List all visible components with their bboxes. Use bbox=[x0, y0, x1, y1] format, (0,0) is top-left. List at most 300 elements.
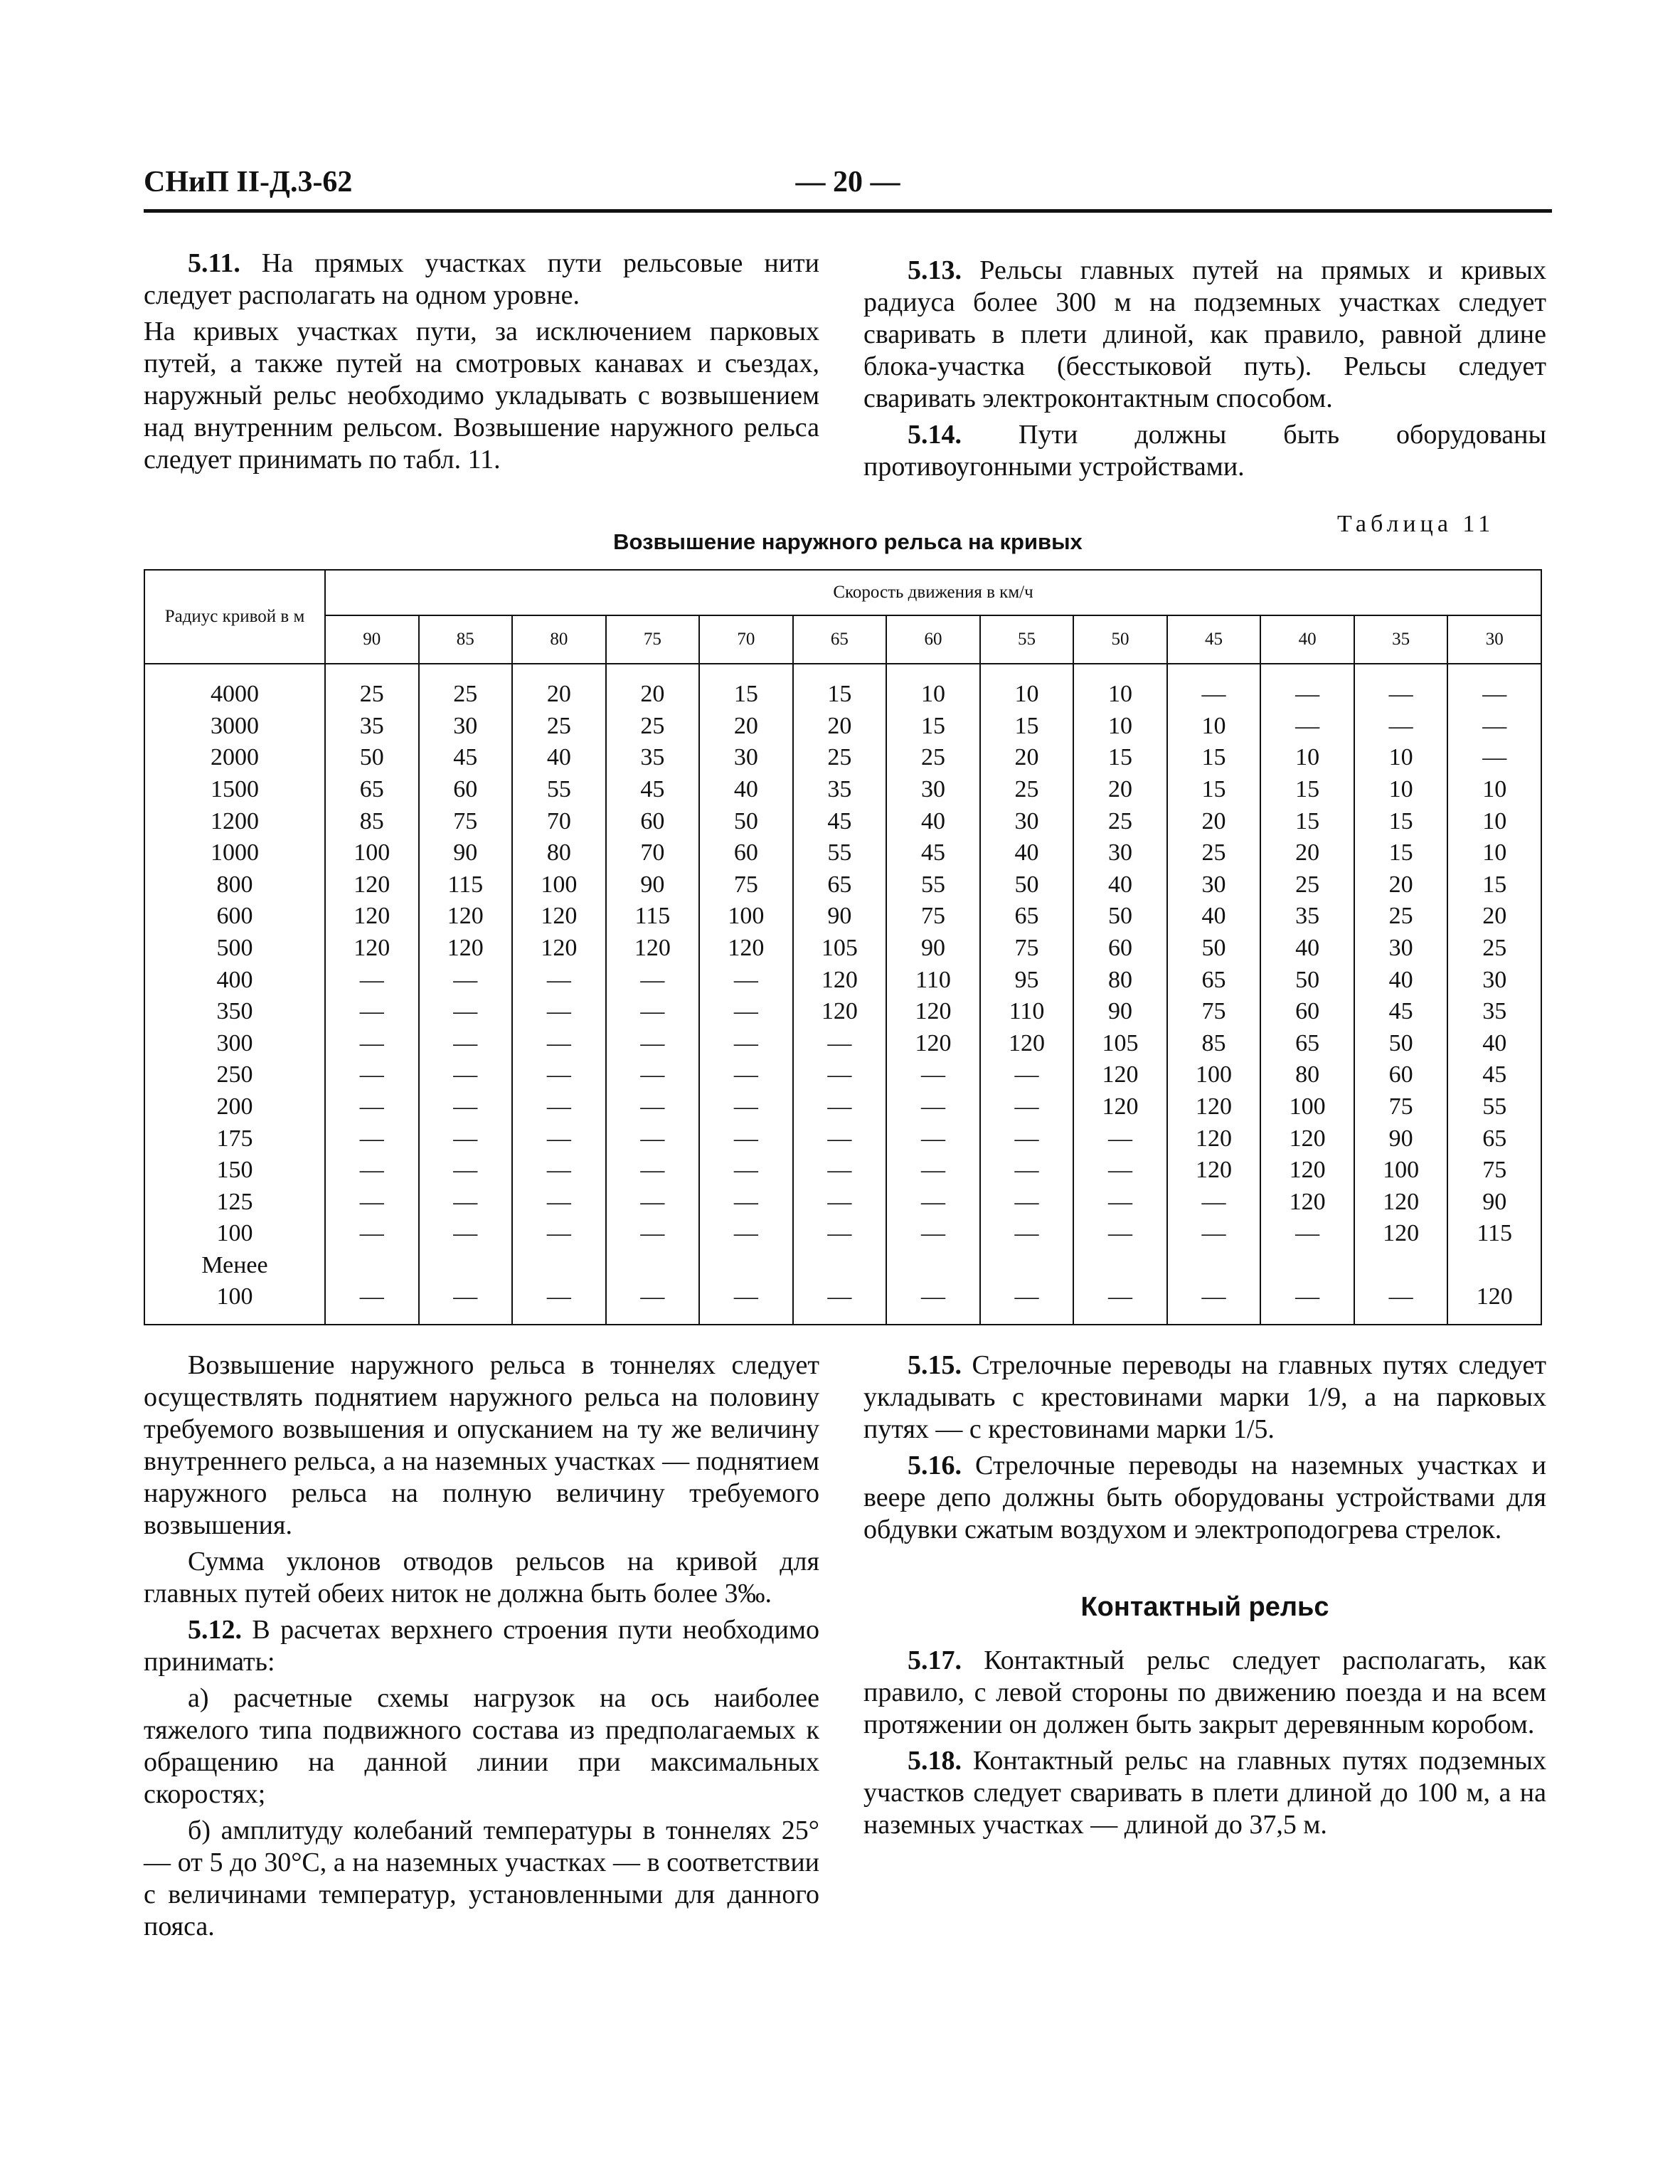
value-cell: — bbox=[512, 964, 606, 996]
value-cell: 15 bbox=[699, 664, 793, 711]
table-row bbox=[144, 742, 1541, 774]
empty-cell bbox=[1447, 1250, 1541, 1281]
table-title: Возвышение наружного рельса на кривых bbox=[613, 529, 1083, 554]
value-cell: 75 bbox=[699, 869, 793, 901]
value-cell: — bbox=[793, 1218, 887, 1250]
speed-header-cell: 80 bbox=[512, 615, 606, 664]
value-cell: 55 bbox=[793, 837, 887, 869]
value-cell: 55 bbox=[886, 869, 980, 901]
value-cell: — bbox=[886, 1218, 980, 1250]
radius-cell: 500 bbox=[144, 933, 325, 965]
value-cell: 15 bbox=[1260, 805, 1354, 837]
value-cell: — bbox=[699, 964, 793, 996]
value-cell: — bbox=[419, 996, 513, 1028]
value-cell: 30 bbox=[1354, 933, 1448, 965]
radius-cell: 1500 bbox=[144, 774, 325, 806]
value-cell: — bbox=[512, 1059, 606, 1091]
value-cell: 55 bbox=[512, 774, 606, 806]
radius-cell: 4000 bbox=[144, 664, 325, 711]
value-cell: 25 bbox=[1260, 869, 1354, 901]
value-cell: — bbox=[606, 1218, 700, 1250]
value-cell: 25 bbox=[1447, 933, 1541, 965]
value-cell: 25 bbox=[1073, 805, 1167, 837]
table-row bbox=[144, 1187, 1541, 1219]
value-cell: 120 bbox=[1354, 1218, 1448, 1250]
value-cell: 40 bbox=[1354, 964, 1448, 996]
value-cell: 15 bbox=[980, 711, 1074, 743]
value-cell: 50 bbox=[1354, 1028, 1448, 1060]
value-cell: 55 bbox=[1447, 1091, 1541, 1123]
paragraph: Возвышение наружного рельса в тоннелях следует осуществлять поднятием наружного рельса на половину требуемого возвышения и опусканием на ту же величину внутреннего рельса, а на наземных участках — поднятием наружного рельса на полную величину требуемого возвышения. bbox=[144, 1350, 819, 1540]
value-cell: 35 bbox=[325, 711, 419, 743]
value-cell: 100 bbox=[1260, 1091, 1354, 1123]
value-cell: 45 bbox=[1354, 996, 1448, 1028]
value-cell: 45 bbox=[1447, 1059, 1541, 1091]
value-cell: — bbox=[606, 964, 700, 996]
table-row bbox=[144, 1123, 1541, 1155]
paragraph: б) амплитуду колебаний температуры в тоннелях 25° — от 5 до 30°С, а на наземных участках — в соответствии с величинами температур, установленными для данного пояса. bbox=[144, 1815, 819, 1941]
value-cell: — bbox=[980, 1281, 1074, 1325]
value-cell: 40 bbox=[1447, 1028, 1541, 1060]
speed-header-cell: 70 bbox=[699, 615, 793, 664]
radius-cell: Менее bbox=[144, 1250, 325, 1281]
value-cell: 10 bbox=[1073, 711, 1167, 743]
value-cell: 20 bbox=[1354, 869, 1448, 901]
value-cell: — bbox=[1073, 1187, 1167, 1219]
value-cell: 60 bbox=[699, 837, 793, 869]
value-cell: — bbox=[512, 1187, 606, 1219]
value-cell: 30 bbox=[419, 711, 513, 743]
table-row bbox=[144, 901, 1541, 933]
value-cell: — bbox=[1167, 1218, 1261, 1250]
document-code: СНиП II-Д.3-62 bbox=[144, 166, 353, 198]
value-cell: 115 bbox=[606, 901, 700, 933]
value-cell: — bbox=[699, 996, 793, 1028]
empty-cell bbox=[1073, 1250, 1167, 1281]
value-cell: 15 bbox=[1260, 774, 1354, 806]
value-cell: 120 bbox=[1447, 1281, 1541, 1325]
value-cell: 90 bbox=[793, 901, 887, 933]
empty-cell bbox=[980, 1250, 1074, 1281]
value-cell: 50 bbox=[325, 742, 419, 774]
table-row bbox=[144, 933, 1541, 965]
table-row bbox=[144, 711, 1541, 743]
speed-header-cell: 45 bbox=[1167, 615, 1261, 664]
right-column-top bbox=[863, 255, 1546, 483]
value-cell: 25 bbox=[980, 774, 1074, 806]
value-cell: — bbox=[1167, 1187, 1261, 1219]
empty-cell bbox=[699, 1250, 793, 1281]
value-cell: — bbox=[419, 1123, 513, 1155]
value-cell: 105 bbox=[1073, 1028, 1167, 1060]
left-column-bottom bbox=[144, 1350, 819, 1943]
value-cell: 20 bbox=[1447, 901, 1541, 933]
value-cell: — bbox=[512, 1281, 606, 1325]
value-cell: — bbox=[980, 1218, 1074, 1250]
table-row bbox=[144, 664, 1541, 711]
value-cell: — bbox=[512, 1155, 606, 1187]
value-cell: — bbox=[606, 1028, 700, 1060]
value-cell: 110 bbox=[886, 964, 980, 996]
value-cell: — bbox=[606, 1091, 700, 1123]
value-cell: 120 bbox=[1073, 1091, 1167, 1123]
value-cell: 80 bbox=[512, 837, 606, 869]
paragraph: а) расчетные схемы нагрузок на ось наиболее тяжелого типа подвижного состава из предполагаемых к обращению на данной линии при максимальных скоростях; bbox=[144, 1683, 819, 1809]
value-cell: 120 bbox=[419, 933, 513, 965]
value-cell: — bbox=[980, 1091, 1074, 1123]
value-cell: 15 bbox=[1073, 742, 1167, 774]
value-cell: 25 bbox=[419, 664, 513, 711]
value-cell: 120 bbox=[1167, 1091, 1261, 1123]
value-cell: — bbox=[1073, 1155, 1167, 1187]
value-cell: 120 bbox=[325, 933, 419, 965]
radius-cell: 250 bbox=[144, 1059, 325, 1091]
value-cell: 20 bbox=[512, 664, 606, 711]
value-cell: 40 bbox=[1167, 901, 1261, 933]
value-cell: 40 bbox=[1260, 933, 1354, 965]
value-cell: 110 bbox=[980, 996, 1074, 1028]
value-cell: — bbox=[1073, 1281, 1167, 1325]
value-cell: 20 bbox=[1167, 805, 1261, 837]
empty-cell bbox=[1260, 1250, 1354, 1281]
speed-header: Скорость движения в км/ч bbox=[325, 570, 1541, 615]
value-cell: — bbox=[512, 1028, 606, 1060]
value-cell: 120 bbox=[1167, 1155, 1261, 1187]
value-cell: 120 bbox=[699, 933, 793, 965]
radius-cell: 125 bbox=[144, 1187, 325, 1219]
speed-header-cell: 35 bbox=[1354, 615, 1448, 664]
value-cell: — bbox=[886, 1155, 980, 1187]
value-cell: 15 bbox=[1167, 742, 1261, 774]
value-cell: 65 bbox=[793, 869, 887, 901]
value-cell: 50 bbox=[980, 869, 1074, 901]
value-cell: 65 bbox=[1167, 964, 1261, 996]
value-cell: 10 bbox=[1354, 742, 1448, 774]
radius-cell: 1200 bbox=[144, 805, 325, 837]
value-cell: — bbox=[419, 1091, 513, 1123]
value-cell: 60 bbox=[1260, 996, 1354, 1028]
table-row bbox=[144, 996, 1541, 1028]
value-cell: — bbox=[325, 1091, 419, 1123]
value-cell: 65 bbox=[325, 774, 419, 806]
table-row bbox=[144, 774, 1541, 806]
value-cell: 25 bbox=[1167, 837, 1261, 869]
table-row bbox=[144, 1218, 1541, 1250]
value-cell: — bbox=[793, 1059, 887, 1091]
value-cell: 40 bbox=[699, 774, 793, 806]
value-cell: — bbox=[419, 964, 513, 996]
value-cell: — bbox=[980, 1123, 1074, 1155]
value-cell: 30 bbox=[886, 774, 980, 806]
value-cell: 30 bbox=[1447, 964, 1541, 996]
value-cell: 25 bbox=[512, 711, 606, 743]
table-body bbox=[144, 664, 1541, 1325]
table-row bbox=[144, 837, 1541, 869]
value-cell: — bbox=[886, 1059, 980, 1091]
value-cell: — bbox=[1260, 711, 1354, 743]
value-cell: 120 bbox=[512, 933, 606, 965]
value-cell: 60 bbox=[1073, 933, 1167, 965]
value-cell: — bbox=[699, 1091, 793, 1123]
value-cell: — bbox=[793, 1187, 887, 1219]
value-cell: — bbox=[512, 1218, 606, 1250]
paragraph: 5.13. Рельсы главных путей на прямых и кривых радиуса более 300 м на подземных участках следует сваривать в плети длиной, как правило, равной длине блока-участка (бесстыковой путь). Рельсы следует сваривать электроконтактным способом. bbox=[863, 255, 1546, 413]
value-cell: 120 bbox=[1354, 1187, 1448, 1219]
value-cell: 45 bbox=[419, 742, 513, 774]
empty-cell bbox=[512, 1250, 606, 1281]
value-cell: — bbox=[606, 996, 700, 1028]
value-cell: — bbox=[793, 1028, 887, 1060]
speed-header-cell: 40 bbox=[1260, 615, 1354, 664]
value-cell: 95 bbox=[980, 964, 1074, 996]
value-cell: 10 bbox=[1073, 664, 1167, 711]
value-cell: — bbox=[419, 1281, 513, 1325]
value-cell: 60 bbox=[606, 805, 700, 837]
value-cell: 115 bbox=[419, 869, 513, 901]
value-cell: — bbox=[325, 1123, 419, 1155]
empty-cell bbox=[419, 1250, 513, 1281]
value-cell: 10 bbox=[1447, 837, 1541, 869]
value-cell: 10 bbox=[886, 664, 980, 711]
table-label: Таблица 11 bbox=[1337, 511, 1495, 537]
radius-cell: 350 bbox=[144, 996, 325, 1028]
value-cell: — bbox=[793, 1091, 887, 1123]
value-cell: 70 bbox=[606, 837, 700, 869]
radius-cell: 600 bbox=[144, 901, 325, 933]
value-cell: 10 bbox=[1167, 711, 1261, 743]
value-cell: — bbox=[1354, 664, 1448, 711]
value-cell: — bbox=[419, 1059, 513, 1091]
value-cell: — bbox=[980, 1155, 1074, 1187]
speed-header-cell: 65 bbox=[793, 615, 887, 664]
value-cell: 80 bbox=[1073, 964, 1167, 996]
value-cell: 100 bbox=[699, 901, 793, 933]
value-cell: 120 bbox=[980, 1028, 1074, 1060]
value-cell: 75 bbox=[886, 901, 980, 933]
value-cell: 35 bbox=[1260, 901, 1354, 933]
table-row bbox=[144, 1059, 1541, 1091]
section-heading: Контактный рельс bbox=[1080, 1592, 1329, 1622]
value-cell: 100 bbox=[512, 869, 606, 901]
paragraph: 5.14. Пути должны быть оборудованы противоугонными устройствами. bbox=[863, 420, 1546, 482]
value-cell: 65 bbox=[980, 901, 1074, 933]
table-row bbox=[144, 1281, 1541, 1325]
value-cell: — bbox=[980, 1059, 1074, 1091]
radius-cell: 3000 bbox=[144, 711, 325, 743]
value-cell: 120 bbox=[886, 996, 980, 1028]
value-cell: — bbox=[419, 1187, 513, 1219]
value-cell: 65 bbox=[1447, 1123, 1541, 1155]
value-cell: — bbox=[1447, 664, 1541, 711]
value-cell: 40 bbox=[1073, 869, 1167, 901]
value-cell: 120 bbox=[1260, 1187, 1354, 1219]
value-cell: 20 bbox=[699, 711, 793, 743]
paragraph: 5.18. Контактный рельс на главных путях подземных участков следует сваривать в плети длиной до 100 м, а на наземных участках — длиной до 37,5 м. bbox=[863, 1746, 1546, 1840]
value-cell: 100 bbox=[1167, 1059, 1261, 1091]
value-cell: 120 bbox=[1073, 1059, 1167, 1091]
table-row bbox=[144, 964, 1541, 996]
value-cell: 120 bbox=[325, 869, 419, 901]
value-cell: — bbox=[325, 996, 419, 1028]
value-cell: — bbox=[1073, 1123, 1167, 1155]
value-cell: — bbox=[606, 1155, 700, 1187]
value-cell: — bbox=[1354, 1281, 1448, 1325]
value-cell: — bbox=[325, 1218, 419, 1250]
paragraph: На кривых участках пути, за исключением парковых путей, а также путей на смотровых канавах и съездах, наружный рельс необходимо укладывать с возвышением над внутренним рельсом. Возвышение наружного рельса следует принимать по табл. 11. bbox=[144, 317, 819, 475]
value-cell: 25 bbox=[886, 742, 980, 774]
value-cell: 10 bbox=[1447, 805, 1541, 837]
value-cell: — bbox=[886, 1123, 980, 1155]
value-cell: 90 bbox=[1354, 1123, 1448, 1155]
value-cell: 50 bbox=[1167, 933, 1261, 965]
empty-cell bbox=[606, 1250, 700, 1281]
value-cell: — bbox=[699, 1218, 793, 1250]
value-cell: — bbox=[325, 1281, 419, 1325]
value-cell: 30 bbox=[980, 805, 1074, 837]
value-cell: — bbox=[325, 1059, 419, 1091]
value-cell: 50 bbox=[1073, 901, 1167, 933]
value-cell: 120 bbox=[419, 901, 513, 933]
radius-cell: 175 bbox=[144, 1123, 325, 1155]
value-cell: 90 bbox=[419, 837, 513, 869]
value-cell: — bbox=[886, 1187, 980, 1219]
speed-header-cell: 60 bbox=[886, 615, 980, 664]
value-cell: 75 bbox=[1354, 1091, 1448, 1123]
value-cell: 120 bbox=[606, 933, 700, 965]
value-cell: — bbox=[793, 1155, 887, 1187]
table-row bbox=[144, 1091, 1541, 1123]
value-cell: 85 bbox=[325, 805, 419, 837]
value-cell: 90 bbox=[1447, 1187, 1541, 1219]
value-cell: 45 bbox=[886, 837, 980, 869]
speed-header-cell: 55 bbox=[980, 615, 1074, 664]
value-cell: 15 bbox=[1354, 805, 1448, 837]
value-cell: 120 bbox=[793, 996, 887, 1028]
value-cell: 40 bbox=[886, 805, 980, 837]
value-cell: — bbox=[606, 1281, 700, 1325]
value-cell: — bbox=[886, 1281, 980, 1325]
value-cell: 90 bbox=[886, 933, 980, 965]
radius-cell: 400 bbox=[144, 964, 325, 996]
speed-header-cell: 90 bbox=[325, 615, 419, 664]
value-cell: 120 bbox=[793, 964, 887, 996]
value-cell: — bbox=[1447, 711, 1541, 743]
value-cell: — bbox=[1260, 1218, 1354, 1250]
speed-header-cell: 85 bbox=[419, 615, 513, 664]
value-cell: 20 bbox=[1073, 774, 1167, 806]
value-cell: 100 bbox=[325, 837, 419, 869]
value-cell: — bbox=[419, 1028, 513, 1060]
value-cell: — bbox=[1073, 1218, 1167, 1250]
empty-cell bbox=[793, 1250, 887, 1281]
value-cell: 60 bbox=[1354, 1059, 1448, 1091]
value-cell: 80 bbox=[1260, 1059, 1354, 1091]
right-column-bottom bbox=[863, 1350, 1546, 1841]
radius-header: Радиус кривой в м bbox=[144, 570, 325, 664]
speed-header-cell: 75 bbox=[606, 615, 700, 664]
value-cell: — bbox=[512, 996, 606, 1028]
value-cell: — bbox=[980, 1187, 1074, 1219]
value-cell: — bbox=[512, 1091, 606, 1123]
empty-cell bbox=[886, 1250, 980, 1281]
value-cell: 25 bbox=[1354, 901, 1448, 933]
value-cell: 35 bbox=[793, 774, 887, 806]
value-cell: 120 bbox=[886, 1028, 980, 1060]
table-row bbox=[144, 1155, 1541, 1187]
value-cell: — bbox=[1167, 1281, 1261, 1325]
value-cell: 70 bbox=[512, 805, 606, 837]
empty-cell bbox=[1354, 1250, 1448, 1281]
value-cell: — bbox=[325, 1155, 419, 1187]
value-cell: — bbox=[886, 1091, 980, 1123]
value-cell: 20 bbox=[793, 711, 887, 743]
value-cell: — bbox=[419, 1155, 513, 1187]
value-cell: 15 bbox=[886, 711, 980, 743]
value-cell: 15 bbox=[1167, 774, 1261, 806]
radius-cell: 2000 bbox=[144, 742, 325, 774]
value-cell: — bbox=[793, 1281, 887, 1325]
value-cell: 120 bbox=[512, 901, 606, 933]
value-cell: 20 bbox=[606, 664, 700, 711]
page-number: — 20 — bbox=[795, 166, 900, 198]
value-cell: 15 bbox=[793, 664, 887, 711]
value-cell: — bbox=[1260, 664, 1354, 711]
speed-header-cell: 30 bbox=[1447, 615, 1541, 664]
value-cell: — bbox=[793, 1123, 887, 1155]
value-cell: 20 bbox=[1260, 837, 1354, 869]
value-cell: 75 bbox=[419, 805, 513, 837]
value-cell: 30 bbox=[699, 742, 793, 774]
page-header bbox=[144, 165, 1552, 213]
value-cell: 40 bbox=[512, 742, 606, 774]
radius-cell: 100 bbox=[144, 1218, 325, 1250]
value-cell: 45 bbox=[606, 774, 700, 806]
paragraph: 5.17. Контактный рельс следует располагать, как правило, с левой стороны по движению поезда и на всем протяжении он должен быть закрыт деревянным коробом. bbox=[863, 1645, 1546, 1739]
value-cell: — bbox=[419, 1218, 513, 1250]
superelevation-table bbox=[144, 569, 1542, 1325]
value-cell: — bbox=[606, 1059, 700, 1091]
value-cell: 75 bbox=[1167, 996, 1261, 1028]
value-cell: 85 bbox=[1167, 1028, 1261, 1060]
radius-cell: 1000 bbox=[144, 837, 325, 869]
speed-header-cell: 50 bbox=[1073, 615, 1167, 664]
speed-values-row bbox=[144, 615, 1541, 664]
value-cell: 25 bbox=[606, 711, 700, 743]
paragraph: 5.12. В расчетах верхнего строения пути необходимо принимать: bbox=[144, 1615, 819, 1677]
table-row bbox=[144, 869, 1541, 901]
value-cell: 105 bbox=[793, 933, 887, 965]
paragraph: Сумма уклонов отводов рельсов на кривой для главных путей обеих ниток не должна быть более 3‰. bbox=[144, 1547, 819, 1608]
radius-cell: 800 bbox=[144, 869, 325, 901]
value-cell: — bbox=[699, 1059, 793, 1091]
value-cell: — bbox=[1167, 664, 1261, 711]
radius-cell: 200 bbox=[144, 1091, 325, 1123]
value-cell: 35 bbox=[1447, 996, 1541, 1028]
value-cell: 65 bbox=[1260, 1028, 1354, 1060]
empty-cell bbox=[1167, 1250, 1261, 1281]
radius-cell: 150 bbox=[144, 1155, 325, 1187]
value-cell: — bbox=[699, 1155, 793, 1187]
value-cell: — bbox=[699, 1187, 793, 1219]
table-row bbox=[144, 1028, 1541, 1060]
value-cell: — bbox=[699, 1123, 793, 1155]
value-cell: 25 bbox=[793, 742, 887, 774]
value-cell: 35 bbox=[606, 742, 700, 774]
value-cell: 115 bbox=[1447, 1218, 1541, 1250]
paragraph: 5.11. На прямых участках пути рельсовые нити следует располагать на одном уровне. bbox=[144, 248, 819, 310]
value-cell: 30 bbox=[1073, 837, 1167, 869]
value-cell: 10 bbox=[1447, 774, 1541, 806]
